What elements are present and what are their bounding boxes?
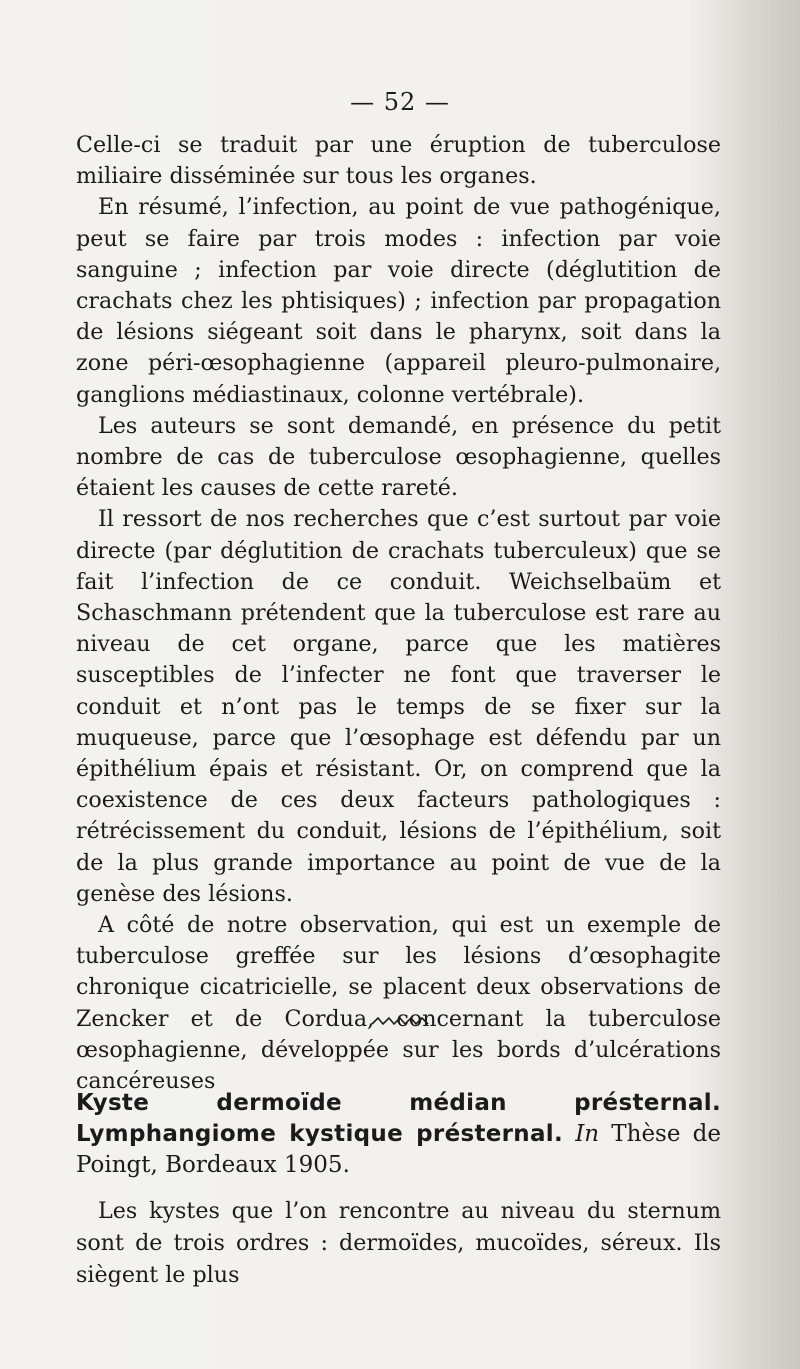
page-number: — 52 — — [350, 88, 450, 116]
paragraph: Celle-ci se traduit par une éruption de tuberculose miliaire disséminée sur tous les organes. — [76, 132, 721, 190]
article-title: Kyste dermoïde médian présternal. Lymphangiome kystique présternal. — [76, 1090, 721, 1147]
main-text — [76, 130, 721, 1097]
paragraph: Il ressort de nos recherches que c’est surtout par voie directe (par déglutition de crachats tuberculeux) que se fait l’infection de ce conduit. Weichselbaüm et Schaschmann prétendent que la tuberculose est rare au niveau de cet organe, parce que les matières susceptibles de l’infecter ne font que traverser le conduit et n’ont pas le temps de se fixer sur la muqueuse, parce que l’œsophage est défendu par un épithélium épais et résistant. Or, on comprend que la coexistence de ces deux facteurs pathologiques : rétrécissement du conduit, lésions de l’épithélium, soit de la plus grande importance au point de vue de la genèse des lésions. — [76, 506, 721, 907]
article-heading — [76, 1088, 721, 1181]
paragraph: En résumé, l’infection, au point de vue pathogénique, peut se faire par trois modes : infection par voie sanguine ; infection par voie directe (déglutition de crachats chez les phtisiques) ; infection par propagation de lésions siégeant soit dans le pharynx, soit dans la zone péri-œsophagienne (appareil pleuro-pulmonaire, ganglions médiastinaux, colonne vertébrale). — [76, 194, 721, 408]
paragraph: Les kystes que l’on rencontre au niveau du sternum sont de trois ordres : dermoïdes, mucoïdes, séreux. Ils siègent le plus — [76, 1198, 721, 1288]
article-in-word: In — [575, 1121, 600, 1147]
paragraph: Les auteurs se sont demandé, en présence du petit nombre de cas de tuberculose œsophagienne, quelles étaient les causes de cette rareté. — [76, 412, 721, 502]
paragraph: A côté de notre observation, qui est un exemple de tuberculose greffée sur les lésions d’œsophagite chronique cicatricielle, se placent deux observations de Zencker et de Cordua, concernant la tuberculose œsophagienne, développée sur les bords d’ulcérations cancéreuses — [76, 912, 721, 1095]
article-source: Thèse de Poingt, Bordeaux 1905. — [76, 1121, 721, 1178]
wavy-line-ornament-icon — [370, 1010, 430, 1030]
article-text — [76, 1195, 721, 1291]
